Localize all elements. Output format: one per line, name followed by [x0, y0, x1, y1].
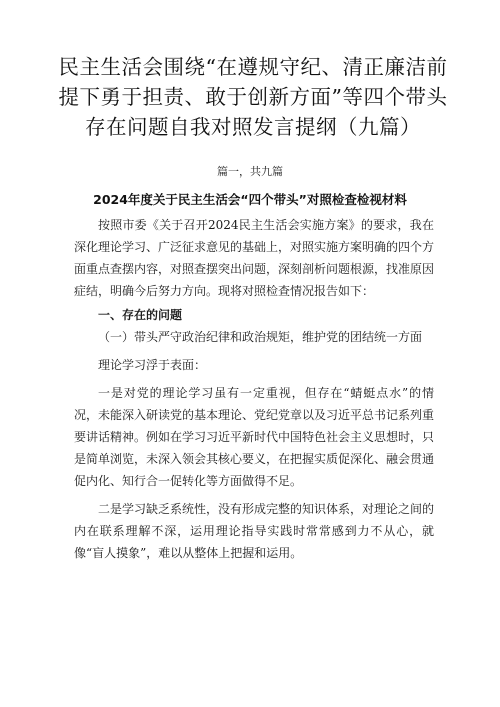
section-title: 一、存在的问题	[98, 308, 183, 322]
intro-paragraph: 按照市委《关于召开2024民主生活会实施方案》的要求，我在深化理论学习、广泛征求意见的基础上，对照实施方案明确的四个方面重点查摆内容，对照查摆突出问题，深刻剖析问题根源，找准原因症结，明确今后努力方向。现将对照检查情况报告如下：	[74, 218, 435, 298]
document-title: 民主生活会围绕“在遵规守纪、清正廉洁前提下勇于担责、敢于创新方面”等四个带头存在问题自我对照发言提纲（九篇）	[58, 55, 448, 139]
section-heading: 2024年度关于民主生活会“四个带头”对照检查检视材料	[93, 192, 407, 207]
item-paragraph-2: 二是学习缺乏系统性，没有形成完整的知识体系，对理论之间的内在联系理解不深，运用理论指导实践时常常感到力不从心，就像“盲人摸象”，难以从整体上把握和运用。	[74, 502, 435, 560]
document-subtitle: 篇一，共九篇	[217, 165, 283, 178]
subsection-paragraph: （一）带头严守政治纪律和政治规矩，维护党的团结统一方面	[98, 330, 423, 344]
point-paragraph: 理论学习浮于表面：	[98, 358, 207, 372]
item-paragraph-1: 一是对党的理论学习虽有一定重视，但存在“蜻蜓点水”的情况，未能深入研读党的基本理论、党纪党章以及习近平总书记系列重要讲话精神。例如在学习习近平新时代中国特色社会主义思想时，只是简单浏览，未深入领会其核心要义，在把握实质促深化、融会贯通促内化、知行合一促转化等方面做得不足。	[74, 386, 435, 488]
document-body	[74, 214, 434, 564]
